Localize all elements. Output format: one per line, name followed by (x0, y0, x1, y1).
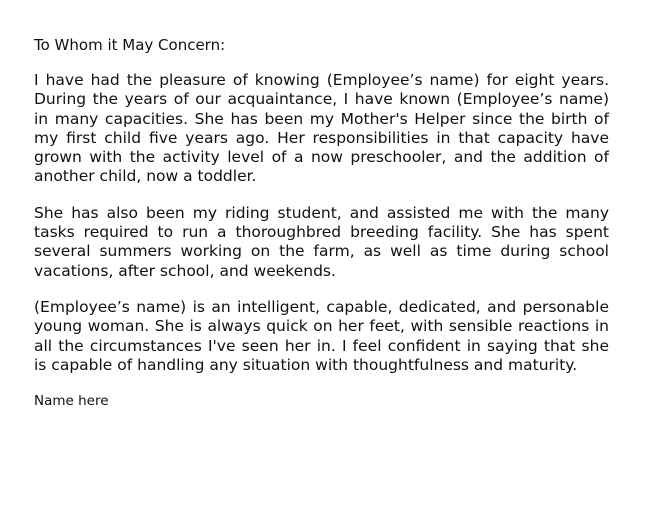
paragraph-acquaintance: I have had the pleasure of knowing (Employee’s name) for eight years. During the years of our acquaintance, I have known (Employee’s name) in many capacities. She has been my Mother's Helper since the birth of my first child five years ago. Her responsibilities in that capacity have grown with the activity level of a now preschooler, and the addition of another child, now a toddler. (34, 71, 609, 186)
letter-body (34, 36, 609, 410)
salutation: To Whom it May Concern: (34, 36, 226, 54)
paragraph-character: (Employee’s name) is an intelligent, capable, dedicated, and personable young woman. She is always quick on her feet, with sensible reactions in all the circumstances I've seen her in. I feel confident in saying that she is capable of handling any situation with thoughtfulness and maturity. (34, 297, 609, 374)
signature-name: Name here (34, 393, 109, 410)
paragraph-riding-student: She has also been my riding student, and assisted me with the many tasks required to run a thoroughbred breeding facility. She has spent several summers working on the farm, as well as time during school vacations, after school, and weekends. (34, 203, 609, 280)
